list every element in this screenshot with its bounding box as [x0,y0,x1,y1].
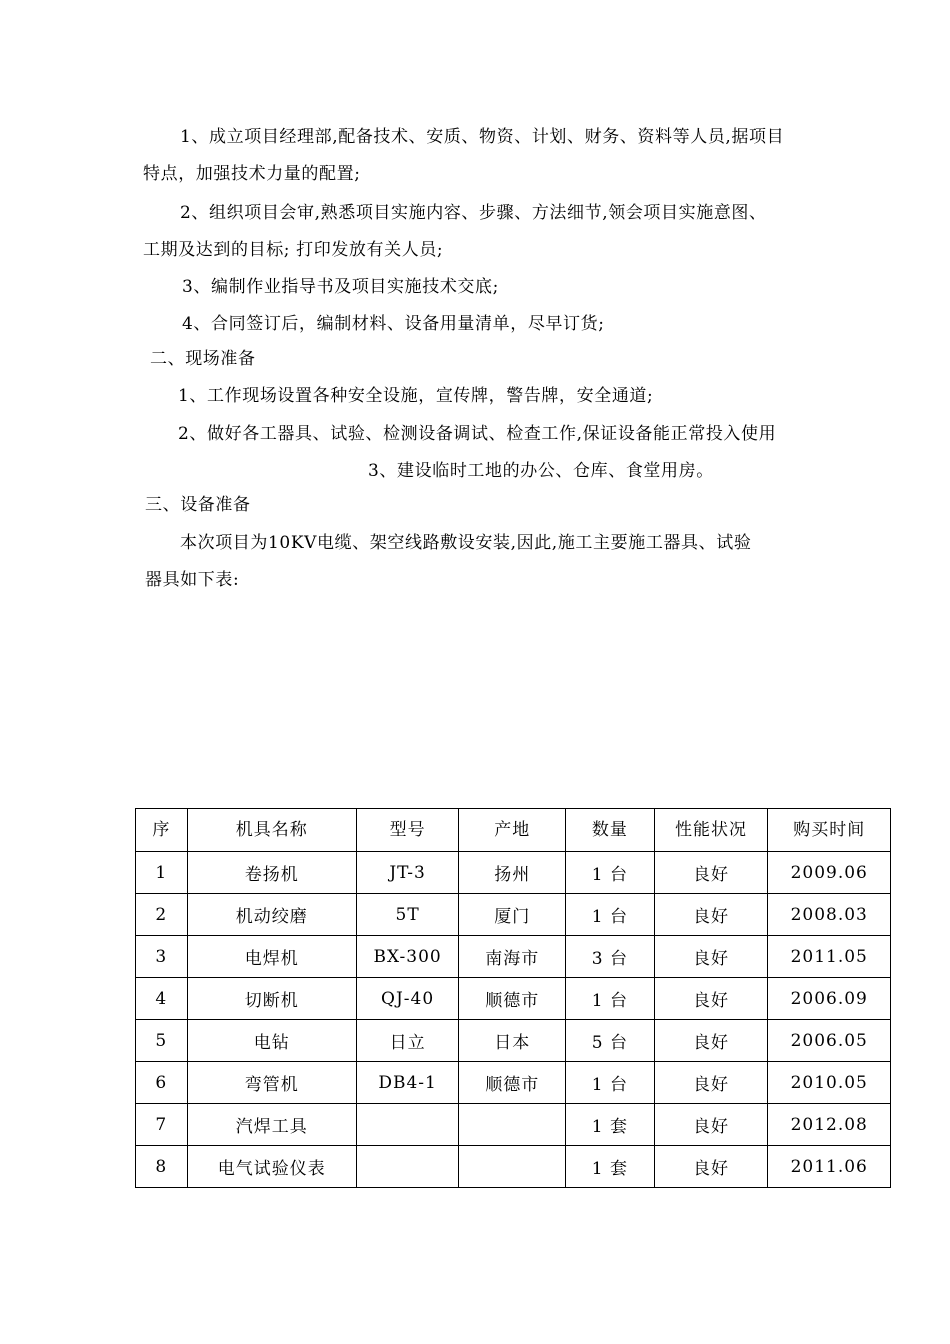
cell-origin: 日本 [459,1020,566,1062]
paragraph-3: 3、编制作业指导书及项目实施技术交底; [182,277,499,297]
cell-name: 电气试验仪表 [187,1146,356,1188]
table-row [136,978,891,1020]
cell-status: 良好 [654,894,768,936]
cell-no: 8 [136,1146,188,1188]
cell-quantity: 3 台 [566,936,654,978]
cell-origin: 扬州 [459,852,566,894]
cell-name: 卷扬机 [187,852,356,894]
cell-model: JT-3 [356,852,458,894]
cell-quantity: 1 台 [566,894,654,936]
paragraph-2-cont: 工期及达到的目标; 打印发放有关人员; [143,240,444,260]
cell-model: QJ-40 [356,978,458,1020]
cell-name: 汽焊工具 [187,1104,356,1146]
cell-quantity: 1 台 [566,1062,654,1104]
equipment-table [135,808,891,1188]
cell-origin [459,1146,566,1188]
cell-name: 电焊机 [187,936,356,978]
cell-no: 3 [136,936,188,978]
cell-no: 2 [136,894,188,936]
cell-date: 2010.05 [768,1062,891,1104]
table-row [136,852,891,894]
header-model: 型号 [356,809,458,852]
cell-model: 日立 [356,1020,458,1062]
cell-status: 良好 [654,852,768,894]
cell-name: 电钻 [187,1020,356,1062]
table-row [136,1146,891,1188]
cell-model: DB4-1 [356,1062,458,1104]
cell-origin: 顺德市 [459,1062,566,1104]
table-row [136,1062,891,1104]
header-purchase-date: 购买时间 [768,809,891,852]
cell-quantity: 5 台 [566,1020,654,1062]
header-name: 机具名称 [187,809,356,852]
header-origin: 产地 [459,809,566,852]
cell-quantity: 1 套 [566,1104,654,1146]
cell-origin: 顺德市 [459,978,566,1020]
cell-no: 4 [136,978,188,1020]
cell-no: 6 [136,1062,188,1104]
cell-quantity: 1 套 [566,1146,654,1188]
section-heading-equipment: 三、设备准备 [145,495,251,515]
header-quantity: 数量 [566,809,654,852]
cell-date: 2006.05 [768,1020,891,1062]
table-row [136,936,891,978]
table-row [136,1020,891,1062]
cell-status: 良好 [654,978,768,1020]
cell-no: 1 [136,852,188,894]
cell-origin [459,1104,566,1146]
paragraph-1-cont: 特点，加强技术力量的配置; [143,164,361,184]
header-status: 性能状况 [654,809,768,852]
equipment-intro: 本次项目为10KV电缆、架空线路敷设安装,因此,施工主要施工器具、试验 [180,533,752,553]
cell-name: 弯管机 [187,1062,356,1104]
cell-no: 7 [136,1104,188,1146]
cell-status: 良好 [654,1062,768,1104]
cell-origin: 南海市 [459,936,566,978]
cell-quantity: 1 台 [566,978,654,1020]
cell-quantity: 1 台 [566,852,654,894]
site-item-1: 1、工作现场设置各种安全设施，宣传牌，警告牌，安全通道; [178,386,654,406]
cell-origin: 厦门 [459,894,566,936]
header-no: 序 [136,809,188,852]
cell-date: 2012.08 [768,1104,891,1146]
cell-model [356,1146,458,1188]
cell-no: 5 [136,1020,188,1062]
table-row [136,1104,891,1146]
cell-status: 良好 [654,1146,768,1188]
cell-model: 5T [356,894,458,936]
table-header-row [136,809,891,852]
cell-model: BX-300 [356,936,458,978]
cell-status: 良好 [654,1020,768,1062]
table-row [136,894,891,936]
cell-status: 良好 [654,1104,768,1146]
cell-status: 良好 [654,936,768,978]
cell-date: 2006.09 [768,978,891,1020]
site-item-3: 3、建设临时工地的办公、仓库、食堂用房。 [368,461,714,481]
cell-date: 2011.05 [768,936,891,978]
equipment-intro-cont: 器具如下表: [145,570,240,590]
cell-date: 2008.03 [768,894,891,936]
cell-date: 2009.06 [768,852,891,894]
site-item-2: 2、做好各工器具、试验、检测设备调试、检查工作,保证设备能正常投入使用 [178,424,777,444]
cell-name: 切断机 [187,978,356,1020]
cell-model [356,1104,458,1146]
cell-date: 2011.06 [768,1146,891,1188]
paragraph-4: 4、合同签订后，编制材料、设备用量清单，尽早订货; [182,314,605,334]
cell-name: 机动绞磨 [187,894,356,936]
paragraph-2: 2、组织项目会审,熟悉项目实施内容、步骤、方法细节,领会项目实施意图、 [180,203,767,223]
paragraph-1: 1、成立项目经理部,配备技术、安质、物资、计划、财务、资料等人员,据项目 [180,127,785,147]
section-heading-site: 二、现场准备 [150,349,256,369]
